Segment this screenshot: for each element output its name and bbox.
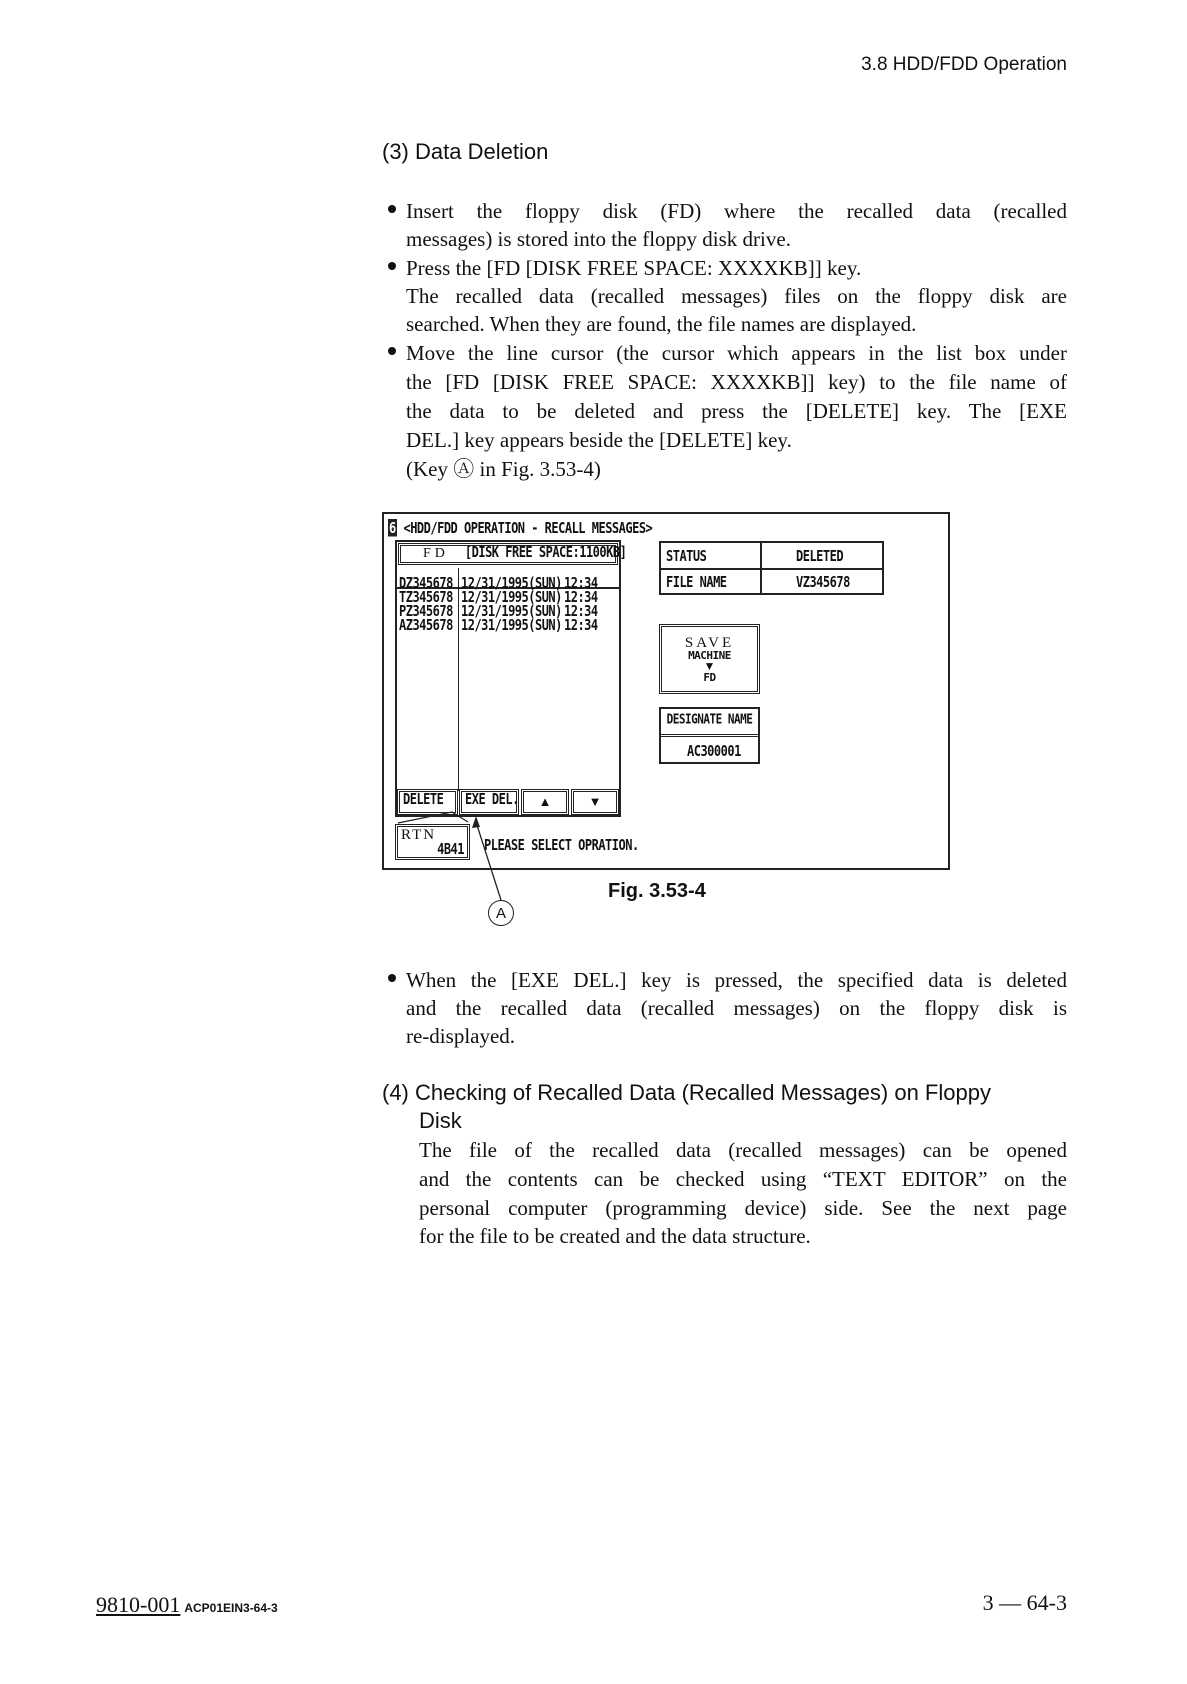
text-line: and the recalled data (recalled messages) on the floppy disk is xyxy=(406,996,1067,1020)
text-line: for the file to be created and the data structure. xyxy=(419,1224,811,1248)
text-line: searched. When they are found, the file names are displayed. xyxy=(406,312,917,336)
section-4-heading: (4) Checking of Recalled Data (Recalled Messages) on Floppy xyxy=(382,1080,991,1105)
designate-name-value: AC300001 xyxy=(687,742,741,760)
delete-button[interactable]: DELETE xyxy=(397,789,458,815)
designate-name-button[interactable]: DESIGNATE NAME xyxy=(661,709,758,737)
text-line: the [FD [DISK FREE SPACE: XXXXKB]] key) to the file name of xyxy=(406,370,1067,394)
down-arrow-icon: ▼ xyxy=(588,794,602,809)
text-line: (Key Ⓐ in Fig. 3.53-4) xyxy=(406,457,601,481)
up-arrow-icon: ▲ xyxy=(538,794,552,809)
text-line: The recalled data (recalled messages) files on the floppy disk are xyxy=(406,284,1067,308)
doc-number: 9810-001 xyxy=(96,1592,181,1617)
text-line: Move the line cursor (the cursor which appears in the list box under xyxy=(406,341,1067,365)
exe-del-button[interactable]: EXE DEL. xyxy=(459,789,519,815)
text-line: re-displayed. xyxy=(406,1024,516,1048)
text-line: The file of the recalled data (recalled messages) can be opened xyxy=(419,1138,1067,1162)
fd-disk-free-button[interactable]: FD [DISK FREE SPACE:1100KB] xyxy=(398,543,618,565)
footer-left xyxy=(96,1592,278,1618)
status-message: PLEASE SELECT OPRATION. xyxy=(484,836,639,854)
text-line: and the contents can be checked using “TEXT EDITOR” on the xyxy=(419,1167,1067,1191)
screen-number-badge: 6 xyxy=(389,519,396,537)
rtn-button[interactable]: RTN 4B41 xyxy=(395,824,470,860)
text-line: Press the [FD [DISK FREE SPACE: XXXXKB]] key. xyxy=(406,256,862,280)
file-name-label: FILE NAME xyxy=(666,573,727,591)
text-line: messages) is stored into the floppy disk drive. xyxy=(406,227,791,251)
figure-caption: Fig. 3.53-4 xyxy=(608,880,706,902)
text-line: When the [EXE DEL.] key is pressed, the specified data is deleted xyxy=(406,968,1067,992)
status-value: DELETED xyxy=(796,547,844,565)
status-label: STATUS xyxy=(666,547,707,565)
section-4-heading-cont: Disk xyxy=(419,1108,462,1133)
save-machine-to-fd-button[interactable]: SAVE MACHINE ▼ FD xyxy=(659,624,760,694)
arrow-down-icon: ▼ xyxy=(703,658,716,673)
text-line: personal computer (programming device) side. See the next page xyxy=(419,1196,1067,1220)
file-list-panel: FD [DISK FREE SPACE:1100KB] DZ345678 12/31/1995(SUN) 12:34 TZ345678 12/31/1995(SUN) 12:34 PZ345678 12/31/1995(SUN) 12:34 AZ345678 12/31/1995(SUN) 12:34 DELETE EXE DEL. ▲ ▼ xyxy=(395,540,621,817)
text-line: Insert the floppy disk (FD) where the recalled data (recalled xyxy=(406,199,1067,223)
doc-code: ACP01EIN3-64-3 xyxy=(184,1601,278,1615)
callout-a-circle: A xyxy=(488,900,514,926)
section-3-heading: (3) Data Deletion xyxy=(382,139,549,164)
file-name-value: VZ345678 xyxy=(796,573,850,591)
page-number: 3 — 64-3 xyxy=(982,1590,1067,1615)
bullet-icon xyxy=(388,974,396,982)
screen-title: <HDD/FDD OPERATION - RECALL MESSAGES> xyxy=(403,519,653,537)
section-header: 3.8 HDD/FDD Operation xyxy=(861,54,1067,75)
text-line: DEL.] key appears beside the [DELETE] key. xyxy=(406,428,792,452)
text-line: the data to be deleted and press the [DELETE] key. The [EXE xyxy=(406,399,1067,423)
